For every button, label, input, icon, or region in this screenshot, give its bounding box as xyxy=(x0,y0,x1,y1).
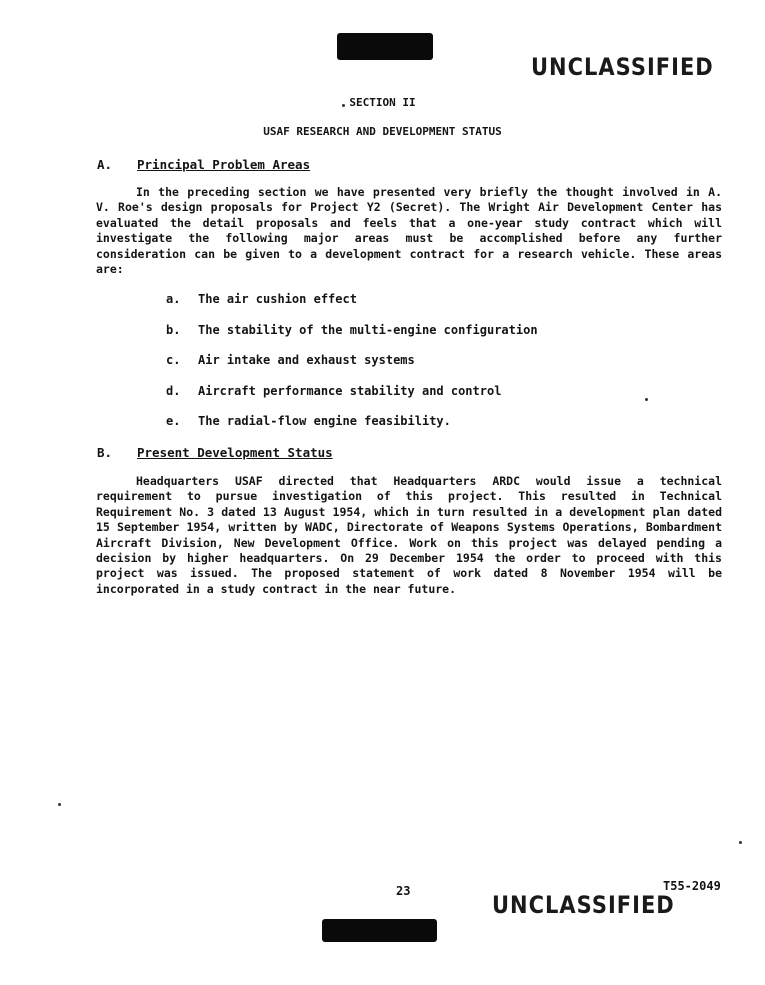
section-b-heading xyxy=(97,445,333,460)
scan-speck xyxy=(58,803,61,806)
scan-speck xyxy=(645,398,648,401)
list-item-letter: b. xyxy=(166,323,181,337)
page-title: USAF RESEARCH AND DEVELOPMENT STATUS xyxy=(263,125,502,138)
list-item-text: The air cushion effect xyxy=(198,292,357,306)
scan-speck xyxy=(342,104,345,107)
scan-speck xyxy=(739,841,742,844)
list-item-text: Air intake and exhaust systems xyxy=(198,353,415,367)
classification-stamp-bottom: UNCLASSIFIED xyxy=(492,891,675,919)
list-item-text: Aircraft performance stability and control xyxy=(198,384,502,398)
redaction-bar-bottom xyxy=(322,919,437,942)
section-a-heading xyxy=(97,157,310,172)
document-number: T55-2049 xyxy=(663,879,721,893)
list-item xyxy=(166,323,538,337)
section-b-title: Present Development Status xyxy=(137,445,333,460)
list-item-text: The radial-flow engine feasibility. xyxy=(198,414,451,428)
page-number: 23 xyxy=(396,884,411,898)
list-item xyxy=(166,384,501,398)
section-b-marker: B. xyxy=(97,445,113,460)
list-item xyxy=(166,353,415,367)
list-item xyxy=(166,292,357,306)
list-item xyxy=(166,414,451,428)
section-b-paragraph: Headquarters USAF directed that Headquarters ARDC would issue a technical requirement to pursue investigation of this project. This resulted in Technical Requirement No. 3 dated 13 August 1954, which in turn resulted in a development plan dated 15 September 1954, written by WADC, Directorate of Weapons Systems Operations, Bombardment Aircraft Division, New Development Office. Work on this project was delayed pending a decision by higher headquarters. On 29 December 1954 the order to proceed with this project was issued. The proposed statement of work dated 8 November 1954 will be incorporated in a study contract in the near future. xyxy=(96,474,722,596)
list-item-letter: d. xyxy=(166,384,181,398)
list-item-text: The stability of the multi-engine configuration xyxy=(198,323,538,337)
section-a-title: Principal Problem Areas xyxy=(137,157,311,172)
section-label: SECTION II xyxy=(349,96,416,109)
classification-stamp-top: UNCLASSIFIED xyxy=(531,53,714,81)
list-item-letter: c. xyxy=(166,353,181,367)
section-a-paragraph: In the preceding section we have presented very briefly the thought involved in A. V. Roe's design proposals for Project Y2 (Secret). The Wright Air Development Center has evaluated the detail proposals and feels that a one-year study contract which will investigate the following major areas must be accomplished before any further consideration can be given to a development contract for a research vehicle. These areas are: xyxy=(96,185,722,277)
section-a-marker: A. xyxy=(97,157,113,172)
list-item-letter: e. xyxy=(166,414,181,428)
redaction-bar-top xyxy=(337,33,433,60)
list-item-letter: a. xyxy=(166,292,181,306)
